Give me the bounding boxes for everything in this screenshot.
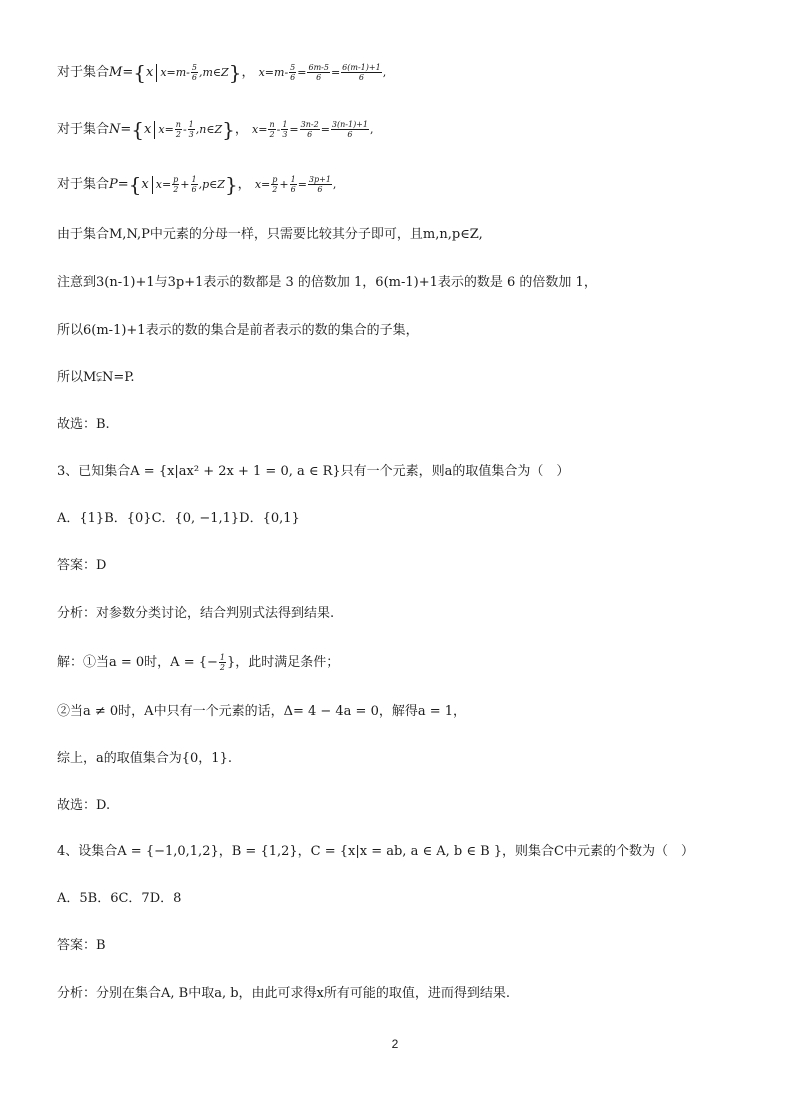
paragraph-denominator: 由于集合M,N,P中元素的分母一样，只需要比较其分子即可，且m,n,p∈Z, bbox=[57, 227, 483, 242]
question-4-options: A．5B．6C．7D．8 bbox=[57, 891, 182, 906]
fraction: $\frac{p}{2}$ bbox=[272, 175, 278, 194]
math: - bbox=[276, 123, 281, 136]
fraction: $\frac{1}{6}$ bbox=[191, 175, 197, 194]
math: = bbox=[320, 123, 330, 136]
math: = bbox=[297, 66, 307, 79]
fraction: $\frac{1}{6}$ bbox=[290, 175, 296, 194]
set-name: M bbox=[109, 65, 123, 80]
math: ,p∈Z bbox=[198, 178, 225, 191]
fraction: $\frac{3p+1}{6}$ bbox=[308, 175, 331, 194]
math: = bbox=[330, 66, 341, 79]
fraction: $\frac{1}{3}$ bbox=[188, 120, 194, 139]
fraction: $\frac{6m-5}{6}$ bbox=[308, 63, 329, 82]
math: = bbox=[289, 123, 299, 136]
text: ， bbox=[241, 65, 255, 80]
choice-line: 故选：B. bbox=[57, 417, 110, 432]
page-number: 2 bbox=[391, 1037, 399, 1051]
fraction: $\frac{6(m-1)+1}{6}$ bbox=[342, 63, 381, 82]
fraction: $\frac{5}{6}$ bbox=[191, 63, 197, 82]
fraction: $\frac{3n-2}{6}$ bbox=[300, 120, 319, 139]
text: }，此时满足条件； bbox=[226, 655, 340, 670]
math: - bbox=[182, 123, 187, 136]
fraction: $\frac{n}{2}$ bbox=[175, 120, 181, 139]
math: x= bbox=[155, 178, 172, 191]
fraction: $\frac{1}{3}$ bbox=[282, 120, 288, 139]
fraction: $\frac{5}{6}$ bbox=[290, 63, 296, 82]
question-3-solution-2: ②当a ≠ 0时，A中只有一个元素的话，Δ= 4 − 4a = 0，解得a = 1， bbox=[57, 704, 467, 719]
line-set-p: 对于集合P={x x= $\frac{p}{2}$ + $\frac{1}{6}$ ,p∈Z}， x= $\frac{p}{2}$ + $\frac{1}{6}$ = $\frac{3p+1}{6}$ , bbox=[57, 172, 337, 197]
question-3-answer: 答案：D bbox=[57, 558, 107, 573]
math: + bbox=[180, 178, 190, 191]
fraction: $\frac{1}{2}$ bbox=[219, 653, 225, 672]
question-3-solution-1 bbox=[57, 653, 750, 672]
set-name: P bbox=[109, 177, 118, 192]
text: ， bbox=[237, 177, 251, 192]
question-4: 4、设集合A = {−1,0,1,2}，B = {1,2}，C = {x|x = ab, a ∈ A, b ∈ B }，则集合C中元素的个数为（ ） bbox=[57, 844, 694, 859]
math: x= bbox=[254, 178, 271, 191]
question-4-answer: 答案：B bbox=[57, 938, 106, 953]
question-3-summary: 综上，a的取值集合为{0，1}. bbox=[57, 751, 232, 766]
math: x= bbox=[252, 123, 268, 136]
fraction: $\frac{n}{2}$ bbox=[269, 120, 275, 139]
question-3-options: A．{1}B．{0}C．{0, −1,1}D．{0,1} bbox=[57, 511, 300, 526]
math: x=m- bbox=[160, 66, 190, 79]
question-3-choice: 故选：D. bbox=[57, 798, 111, 813]
line-set-m: 对于集合M={x x=m- $\frac{5}{6}$ ,m∈Z}， x=m- $\frac{5}{6}$ = $\frac{6m-5}{6}$ = $\frac{6(m-1)+1}{6}$ , bbox=[57, 60, 387, 85]
math: ,m∈Z bbox=[198, 66, 229, 79]
question-4-analysis: 分析：分别在集合A, B中取a, b，由此可求得x所有可能的取值，进而得到结果. bbox=[57, 986, 511, 1001]
fraction: $\frac{p}{2}$ bbox=[173, 175, 179, 194]
math: x=m- bbox=[258, 66, 289, 79]
paragraph-conclusion: 所以M⫋N=P. bbox=[57, 370, 135, 385]
math: , bbox=[382, 66, 387, 79]
math: ,n∈Z bbox=[195, 123, 223, 136]
question-3-analysis: 分析：对参数分类讨论，结合判别式法得到结果. bbox=[57, 606, 335, 621]
text: 解：①当a = 0时，A = {− bbox=[57, 655, 218, 670]
line-set-n: 对于集合N={x x= $\frac{n}{2}$ - $\frac{1}{3}$ ,n∈Z}， x= $\frac{n}{2}$ - $\frac{1}{3}$ = $\frac{3n-2}{6}$ = $\frac{3(n-1)+1}{6}$ , bbox=[57, 117, 374, 142]
math: , bbox=[369, 123, 374, 136]
text: 对于集合 bbox=[57, 122, 110, 137]
math: x= bbox=[158, 123, 174, 136]
math: , bbox=[332, 178, 337, 191]
question-3: 3、已知集合A = {x|ax² + 2x + 1 = 0, a ∈ R}只有一个元素，则a的取值集合为（ ） bbox=[57, 464, 570, 479]
set-name: N bbox=[109, 122, 121, 137]
paragraph-subset: 所以6(m-1)+1表示的数的集合是前者表示的数的集合的子集， bbox=[57, 323, 419, 338]
paragraph-note: 注意到3(n-1)+1与3p+1表示的数都是 3 的倍数加 1，6(m-1)+1表示的数是 6 的倍数加 1， bbox=[57, 275, 597, 290]
text: 对于集合 bbox=[57, 65, 110, 80]
math: + bbox=[279, 178, 289, 191]
text: ， bbox=[234, 122, 248, 137]
fraction: $\frac{3(n-1)+1}{6}$ bbox=[331, 120, 368, 139]
math: = bbox=[297, 178, 307, 191]
text: 对于集合 bbox=[57, 177, 110, 192]
